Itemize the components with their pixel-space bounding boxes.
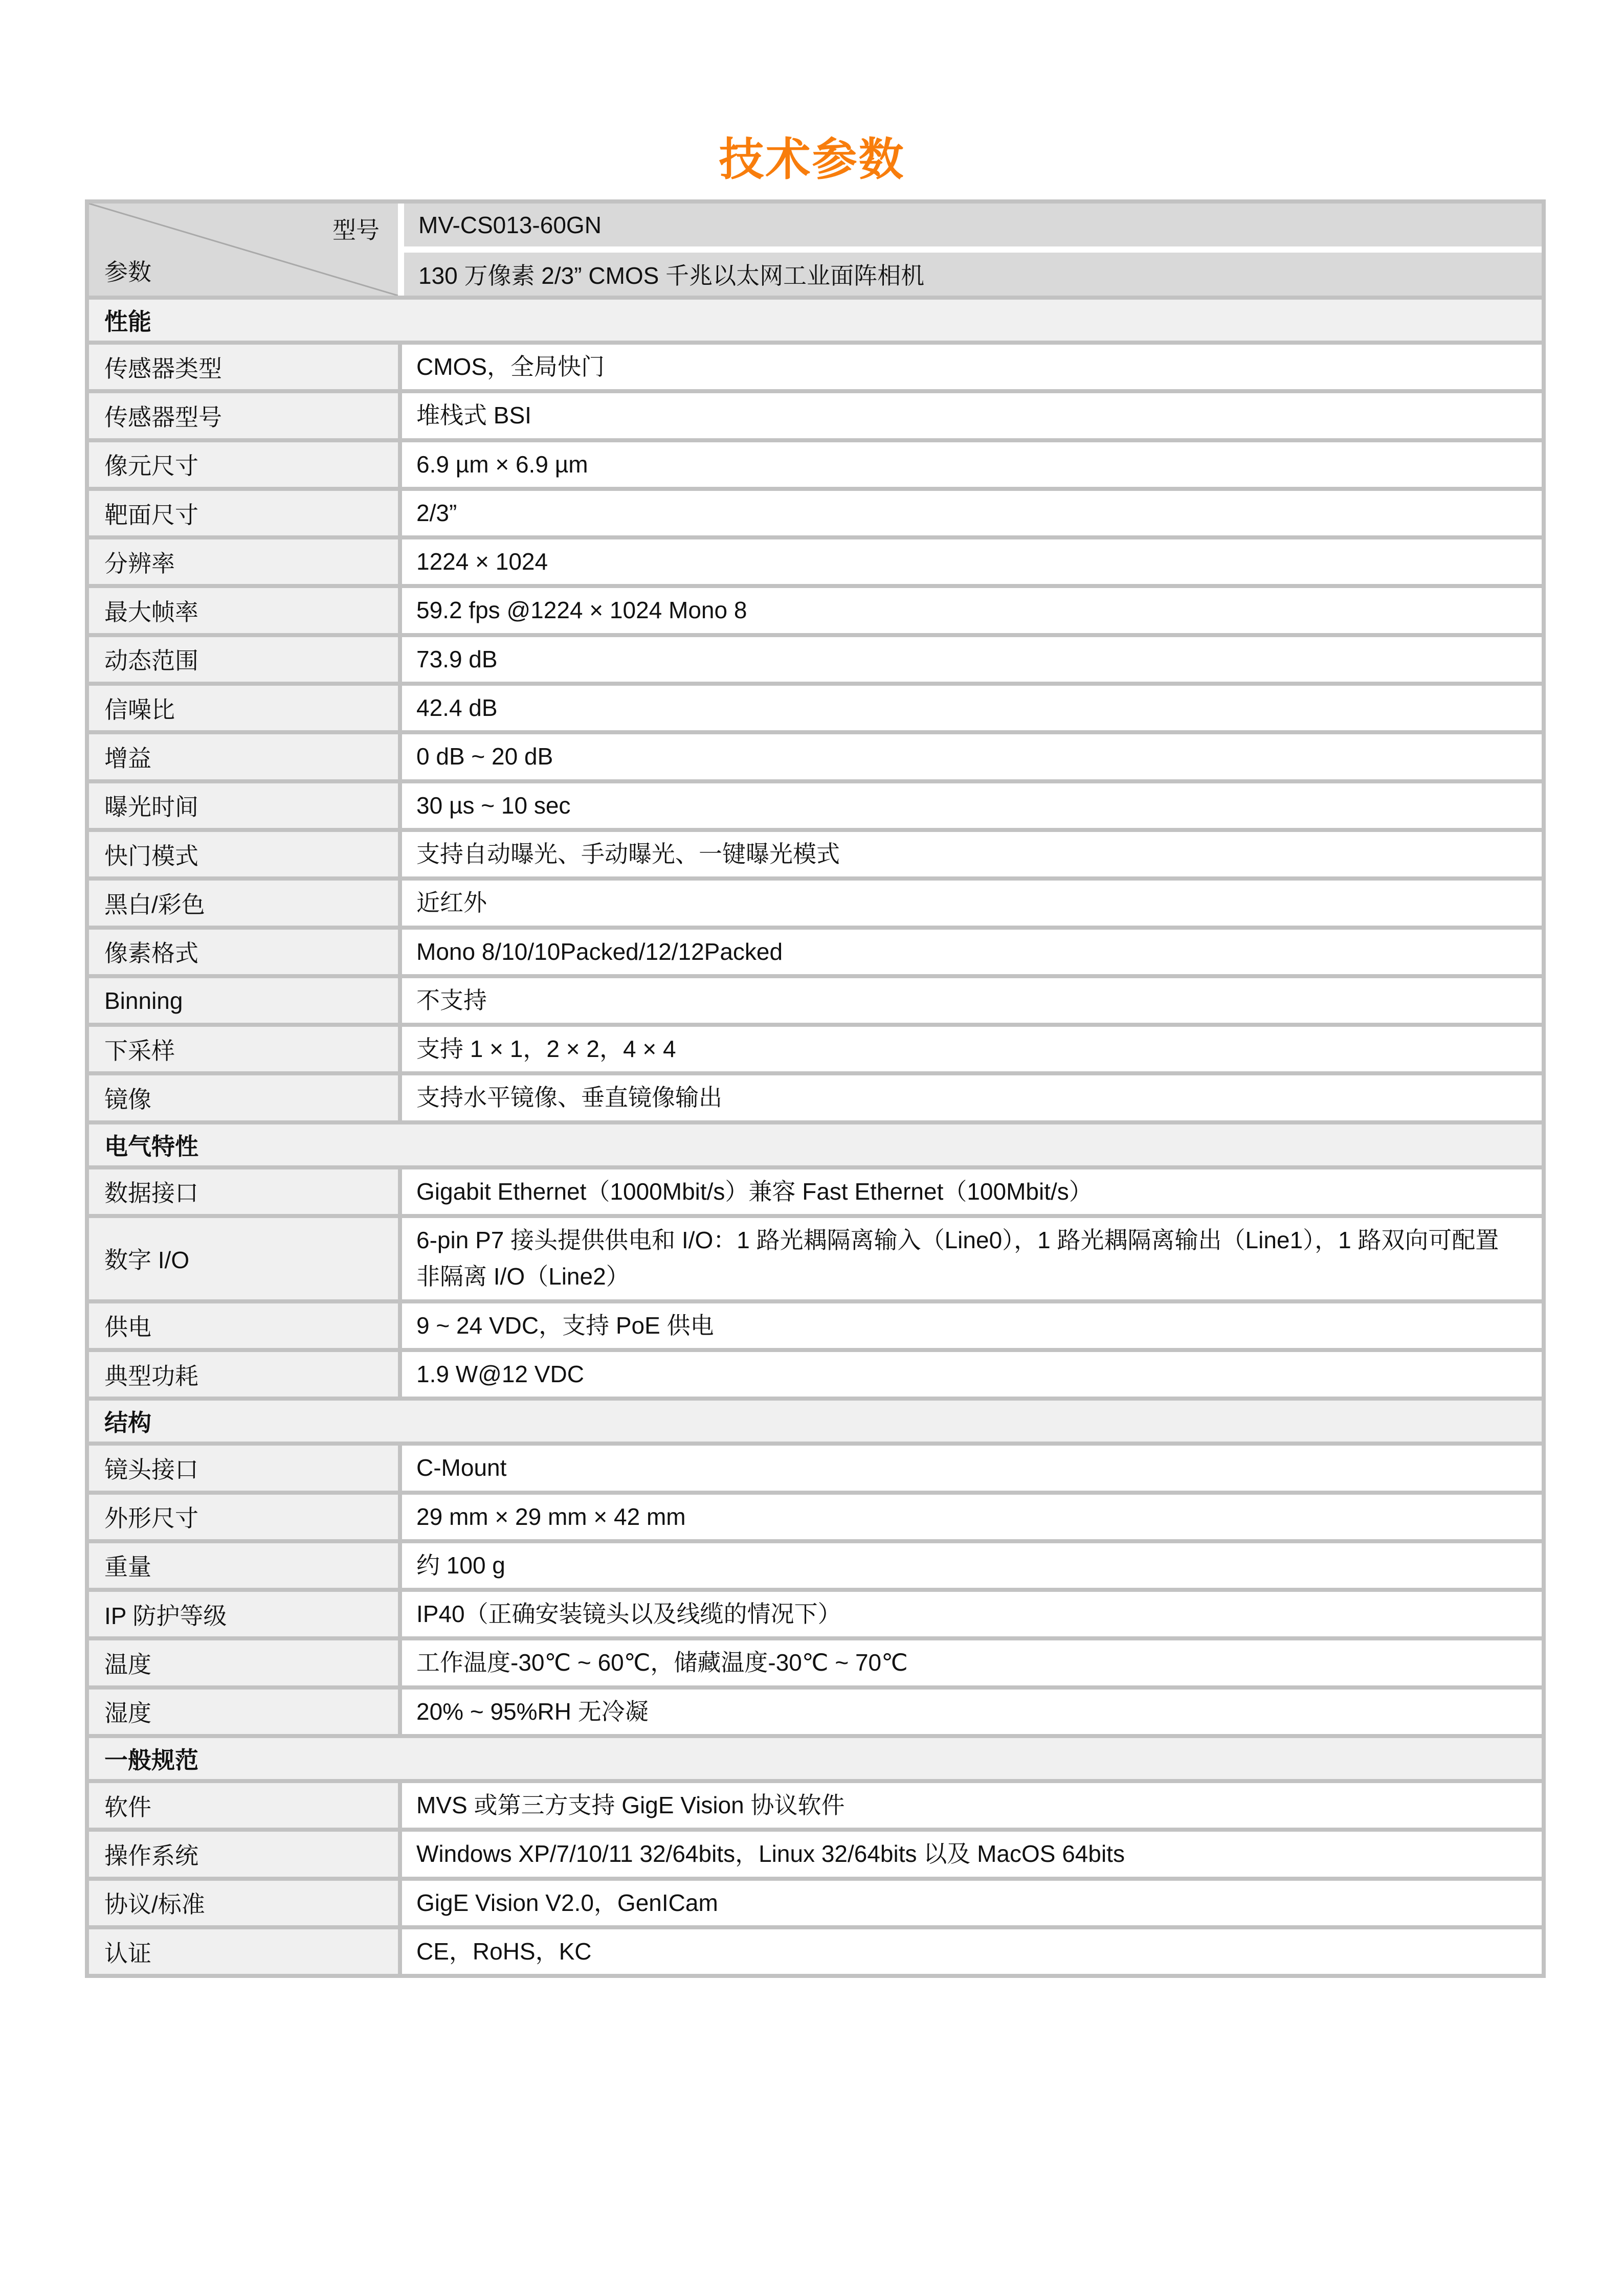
spec-value: 工作温度-30℃ ~ 60℃，储藏温度-30℃ ~ 70℃ [402,1640,1542,1685]
spec-value: 20% ~ 95%RH 无冷凝 [402,1690,1542,1734]
param-header-label: 参数 [104,259,151,285]
spec-label: 数字 I/O [89,1218,398,1299]
spec-label: 传感器类型 [89,345,398,389]
spec-label: 下采样 [89,1027,398,1071]
spec-value: CMOS，全局快门 [402,345,1542,389]
diagonal-header-cell [89,204,398,296]
spec-label: 典型功耗 [89,1352,398,1397]
spec-row [89,1543,1542,1588]
spec-label: 靶面尺寸 [89,491,398,535]
spec-label: 像素格式 [89,930,398,974]
spec-row [89,1929,1542,1974]
spec-value: 29 mm × 29 mm × 42 mm [402,1495,1542,1539]
spec-label: 增益 [89,734,398,779]
spec-label: 传感器型号 [89,393,398,438]
spec-value: IP40（正确安装镜头以及线缆的情况下） [402,1592,1542,1636]
spec-row [89,637,1542,682]
spec-row [89,393,1542,438]
spec-row [89,1592,1542,1636]
spec-row [89,1169,1542,1214]
spec-row [89,1495,1542,1539]
spec-value: Mono 8/10/10Packed/12/12Packed [402,930,1542,974]
spec-value: 2/3” [402,491,1542,535]
spec-row [89,1690,1542,1734]
table-header-row [89,204,1542,296]
spec-value: Gigabit Ethernet（1000Mbit/s）兼容 Fast Ethernet（100Mbit/s） [402,1169,1542,1214]
spec-row [89,1218,1542,1299]
section-header-row: 结构 [89,1401,1542,1442]
model-header-label: 型号 [332,217,380,243]
spec-label: 供电 [89,1303,398,1348]
spec-label: 协议/标准 [89,1881,398,1925]
spec-row [89,1640,1542,1685]
spec-label: 数据接口 [89,1169,398,1214]
spec-row [89,930,1542,974]
spec-row [89,1832,1542,1876]
spec-label: 湿度 [89,1690,398,1734]
section-header-row: 性能 [89,300,1542,341]
spec-label: 最大帧率 [89,588,398,633]
spec-label: IP 防护等级 [89,1592,398,1636]
page-title: 技术参数 [719,134,905,185]
section-header-row: 电气特性 [89,1124,1542,1165]
spec-value: 近红外 [402,881,1542,925]
section-header-row: 一般规范 [89,1738,1542,1779]
spec-value: Windows XP/7/10/11 32/64bits，Linux 32/64bits 以及 MacOS 64bits [402,1832,1542,1876]
spec-value: C-Mount [402,1446,1542,1490]
spec-label: 分辨率 [89,539,398,584]
spec-value: 6.9 µm × 6.9 µm [402,442,1542,487]
spec-label: 软件 [89,1783,398,1828]
spec-row [89,686,1542,730]
spec-row [89,832,1542,876]
spec-label: 动态范围 [89,637,398,682]
spec-row [89,1303,1542,1348]
spec-row [89,1446,1542,1490]
spec-value: 1.9 W@12 VDC [402,1352,1542,1397]
spec-value: 不支持 [402,978,1542,1023]
spec-value: MVS 或第三方支持 GigE Vision 协议软件 [402,1783,1542,1828]
spec-label: 曝光时间 [89,783,398,828]
spec-row [89,1027,1542,1071]
spec-label: 镜头接口 [89,1446,398,1490]
spec-row [89,734,1542,779]
spec-value: 59.2 fps @1224 × 1024 Mono 8 [402,588,1542,633]
spec-label: 认证 [89,1929,398,1974]
spec-row [89,1881,1542,1925]
spec-label: 像元尺寸 [89,442,398,487]
spec-row [89,783,1542,828]
spec-label: 重量 [89,1543,398,1588]
spec-value: 1224 × 1024 [402,539,1542,584]
spec-value: 堆栈式 BSI [402,393,1542,438]
spec-value: 0 dB ~ 20 dB [402,734,1542,779]
spec-value: 6-pin P7 接头提供供电和 I/O：1 路光耦隔离输入（Line0），1 路光耦隔离输出（Line1），1 路双向可配置非隔离 I/O（Line2） [402,1218,1542,1299]
spec-row [89,588,1542,633]
spec-label: 镜像 [89,1075,398,1120]
header-value-column [404,204,1542,296]
spec-row [89,1783,1542,1828]
spec-value: CE，RoHS，KC [402,1929,1542,1974]
param-value-cell: 130 万像素 2/3” CMOS 千兆以太网工业面阵相机 [404,253,1542,296]
model-value-cell: MV-CS013-60GN [404,204,1542,246]
spec-value: 30 µs ~ 10 sec [402,783,1542,828]
spec-value: GigE Vision V2.0，GenICam [402,1881,1542,1925]
spec-label: Binning [89,978,398,1023]
spec-value: 约 100 g [402,1543,1542,1588]
spec-row [89,978,1542,1023]
spec-value: 支持水平镜像、垂直镜像输出 [402,1075,1542,1120]
spec-label: 信噪比 [89,686,398,730]
spec-table [85,199,1546,1978]
spec-value: 73.9 dB [402,637,1542,682]
spec-label: 操作系统 [89,1832,398,1876]
spec-label: 快门模式 [89,832,398,876]
spec-row [89,345,1542,389]
spec-label: 外形尺寸 [89,1495,398,1539]
spec-row [89,1075,1542,1120]
spec-value: 支持自动曝光、手动曝光、一键曝光模式 [402,832,1542,876]
spec-value: 9 ~ 24 VDC，支持 PoE 供电 [402,1303,1542,1348]
spec-row [89,1352,1542,1397]
spec-row [89,491,1542,535]
spec-row [89,881,1542,925]
spec-label: 温度 [89,1640,398,1685]
spec-label: 黑白/彩色 [89,881,398,925]
spec-row [89,442,1542,487]
spec-value: 支持 1 × 1，2 × 2，4 × 4 [402,1027,1542,1071]
spec-row [89,539,1542,584]
spec-value: 42.4 dB [402,686,1542,730]
